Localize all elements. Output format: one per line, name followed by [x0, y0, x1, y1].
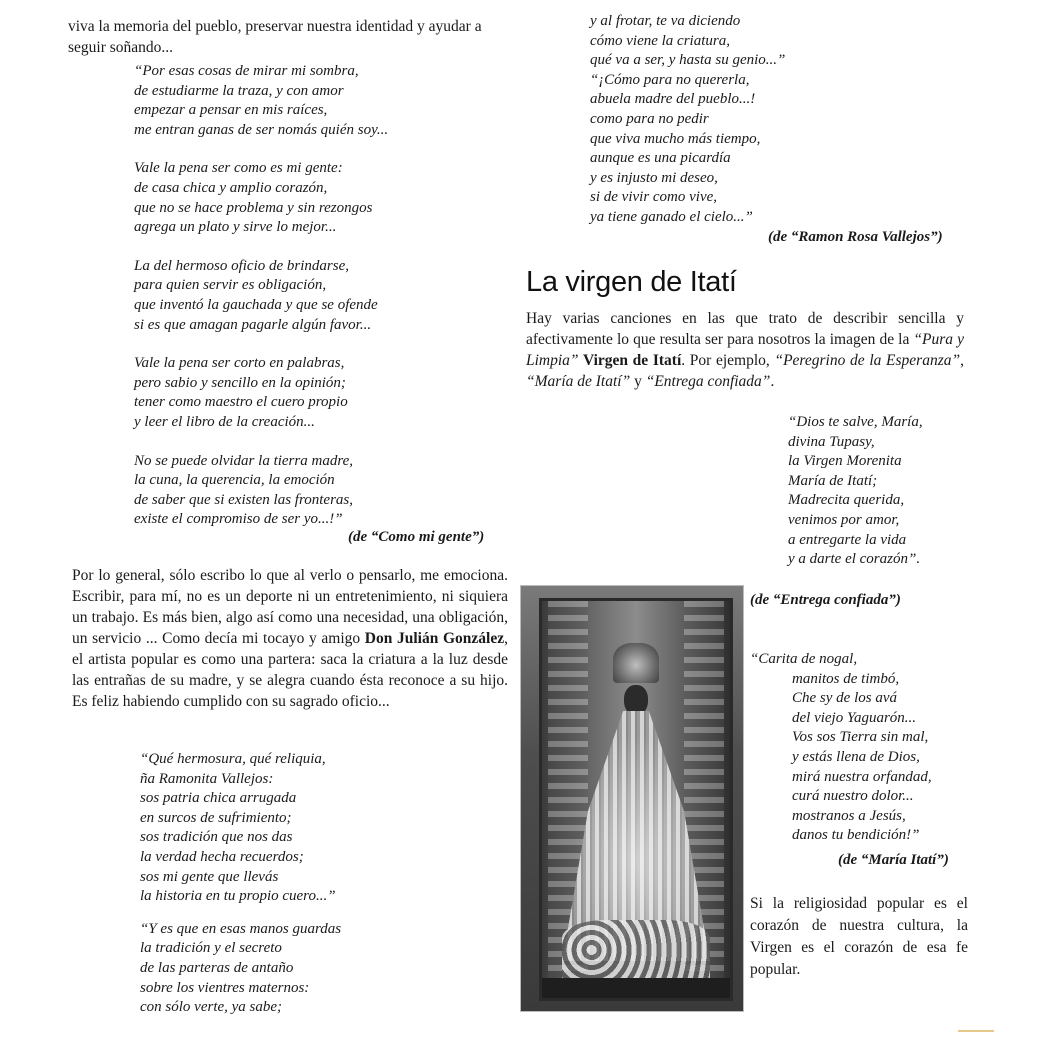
verse-line: María de Itatí;: [788, 472, 878, 489]
stanza: [134, 257, 514, 335]
verse-line: “Carita de nogal,: [750, 651, 858, 667]
stanza: [140, 750, 510, 907]
virgin-photo: [520, 585, 744, 1012]
verse-line: sos tradición que nos das: [140, 829, 293, 846]
verse-line: Vos sos Tierra sin mal,: [792, 729, 929, 746]
closing-paragraph: [750, 893, 968, 981]
verse-line: como para no pedir: [590, 110, 709, 127]
song-title: “María de Itatí”: [526, 373, 631, 390]
closing-line: Virgen es el corazón de esa fe: [750, 939, 968, 956]
song-title: “Entrega confiada”: [645, 373, 771, 390]
verse-line: sos patria chica arrugada: [140, 790, 297, 807]
verse-line: danos tu bendición!”: [792, 827, 920, 844]
crown: [613, 643, 659, 683]
paragraph-text: Hay varias canciones en las que trato de describir sencilla y afectivamente lo que resulta ser para nosotros la imagen de la: [526, 310, 964, 348]
poem-ramon-rosa-vallejos: [590, 12, 990, 228]
verse-line: empezar a pensar en mis raíces,: [134, 102, 328, 119]
verse-line: y estás llena de Dios,: [792, 748, 920, 765]
stanza: [134, 354, 514, 432]
verse-line: sobre los vientres maternos:: [140, 979, 310, 996]
verse-line: la historia en tu propio cuero...”: [140, 888, 336, 905]
verse-line: si es que amagan pagarle algún favor...: [134, 316, 372, 333]
paragraph-text: .: [770, 373, 775, 390]
verse-line: la verdad hecha recuerdos;: [140, 848, 304, 865]
closing-line: Si la religiosidad popular es el: [750, 895, 968, 912]
verse-line: la tradición y el secreto: [140, 940, 282, 957]
shrine-frame: [539, 598, 733, 1001]
verse-line: “Qué hermosura, qué reliquia,: [140, 751, 326, 767]
verse-line: cómo viene la criatura,: [590, 32, 730, 49]
virgen-name: Virgen de Itatí: [578, 352, 682, 369]
verse-line: curá nuestro dolor...: [792, 788, 914, 805]
verse-line: y a darte el corazón”.: [788, 551, 921, 568]
poem-entrega-confiada: [788, 413, 988, 570]
verse-line: ya tiene ganado el cielo...”: [590, 208, 753, 225]
verse-line: La del hermoso oficio de brindarse,: [134, 257, 349, 274]
verse-line: la Virgen Morenita: [788, 453, 902, 470]
verse-line: “¡Cómo para no quererla,: [590, 71, 750, 88]
paragraph: [72, 565, 508, 712]
verse-line: para quien servir es obligación,: [134, 277, 327, 294]
verse-line: abuela madre del pueblo...!: [590, 91, 756, 108]
paragraph-text: ,: [960, 352, 964, 369]
paragraph-text: y: [630, 373, 646, 390]
verse-line: mostranos a Jesús,: [792, 807, 906, 824]
paragraph-text: . Por ejemplo,: [681, 352, 775, 369]
flower-offerings: [562, 920, 710, 980]
verse-line: del viejo Yaguarón...: [792, 709, 917, 726]
verse-line: que no se hace problema y sin rezongos: [134, 199, 373, 216]
verse-line: sos mi gente que llevás: [140, 868, 279, 885]
verse-line: en surcos de sufrimiento;: [140, 809, 292, 826]
verse-line: y es injusto mi deseo,: [590, 169, 718, 186]
attribution-entrega-confiada: (de “Entrega confiada”): [750, 592, 901, 608]
verse-line: qué va a ser, y hasta su genio...”: [590, 52, 786, 69]
verse-line: de casa chica y amplio corazón,: [134, 179, 328, 196]
virgin-face: [624, 685, 648, 715]
stanza: [134, 159, 514, 237]
verse-line: “Dios te salve, María,: [788, 414, 923, 430]
section-intro: [526, 308, 964, 392]
closing-line: popular.: [750, 961, 801, 978]
verse-line: de saber que si existen las fronteras,: [134, 491, 354, 508]
verse-line: tener como maestro el cuero propio: [134, 394, 348, 411]
verse-line: Vale la pena ser como es mi gente:: [134, 160, 343, 177]
verse-line: “Y es que en esas manos guardas: [140, 920, 342, 937]
attribution-ramon-rosa-vallejos: (de “Ramon Rosa Vallejos”): [768, 229, 943, 245]
verse-line: que viva mucho más tiempo,: [590, 130, 761, 147]
person-name: Don Julián González: [364, 630, 505, 647]
stanza: [134, 452, 514, 530]
verse-line: venimos por amor,: [788, 511, 900, 528]
verse-line: “Por esas cosas de mirar mi sombra,: [134, 63, 359, 79]
verse-line: ña Ramonita Vallejos:: [140, 770, 274, 787]
verse-line: y leer el libro de la creación...: [134, 413, 315, 430]
verse-line: mirá nuestra orfandad,: [792, 768, 932, 785]
verse-line: a entregarte la vida: [788, 531, 907, 548]
verse-line: Vale la pena ser corto en palabras,: [134, 355, 345, 372]
stanza: [134, 62, 514, 140]
stanza: [140, 920, 510, 1018]
verse-line: de las parteras de antaño: [140, 959, 294, 976]
poem-maria-itati: [750, 650, 990, 846]
verse-line: aunque es una picardía: [590, 150, 731, 167]
paragraph-text: , el artista popular es como una partera: saca la criatura a la luz desde las entrañas de su madre, y se alegra cuando ésta reconoce a su hijo. Es feliz habiendo cumplido con su sagrado oficio...: [72, 630, 508, 710]
intro-line: viva la memoria del pueblo, preservar nuestra identidad y ayudar a: [68, 18, 482, 35]
verse-line: me entran ganas de ser nomás quién soy...: [134, 121, 389, 138]
intro-line: seguir soñando...: [68, 39, 174, 56]
paragraph: [526, 308, 964, 392]
shrine-base: [542, 978, 730, 998]
song-title: “Peregrino de la Esperanza”: [774, 352, 961, 369]
verse-line: agrega un plato y sirve lo mejor...: [134, 219, 337, 236]
verse-line: si de vivir como vive,: [590, 189, 718, 206]
verse-line: y al frotar, te va diciendo: [590, 13, 741, 29]
title-pura-y-limpia: “Pura y Limpia”: [526, 331, 964, 369]
verse-line: Madrecita querida,: [788, 492, 905, 509]
verse-line: No se puede olvidar la tierra madre,: [134, 452, 354, 469]
body-paragraph: [72, 565, 508, 712]
poem-como-mi-gente: [134, 62, 514, 530]
verse-line: con sólo verte, ya sabe;: [140, 999, 283, 1016]
paragraph-text: Por lo general, sólo escribo lo que al verlo o pensarlo, me emociona. Escribir, para mí, no es un deporte ni un entretenimiento, ni siquiera un trabajo. Es más bien, algo así como una necesidad, una obligación, un servicio ... Como decía mi tocayo y amigo: [72, 567, 508, 647]
verse-line: pero sabio y sencillo en la opinión;: [134, 374, 346, 391]
verse-line: divina Tupasy,: [788, 433, 875, 450]
attribution-como-mi-gente: (de “Como mi gente”): [348, 529, 485, 545]
intro-text: [68, 16, 508, 58]
verse-line: existe el compromiso de ser yo...!”: [134, 511, 343, 528]
section-heading: La virgen de Itatí: [526, 266, 737, 298]
closing-line: corazón de nuestra cultura, la: [750, 917, 968, 934]
verse-line: de estudiarme la traza, y con amor: [134, 82, 344, 99]
verse-line: manitos de timbó,: [792, 670, 900, 687]
verse-line: la cuna, la querencia, la emoción: [134, 472, 335, 489]
attribution-maria-itati: (de “María Itatí”): [838, 852, 949, 868]
verse-line: que inventó la gauchada y que se ofende: [134, 296, 378, 313]
verse-line: Che sy de los avá: [792, 690, 897, 707]
page-edge-mark: [958, 1030, 994, 1032]
poem-ramonita: [140, 750, 510, 1018]
